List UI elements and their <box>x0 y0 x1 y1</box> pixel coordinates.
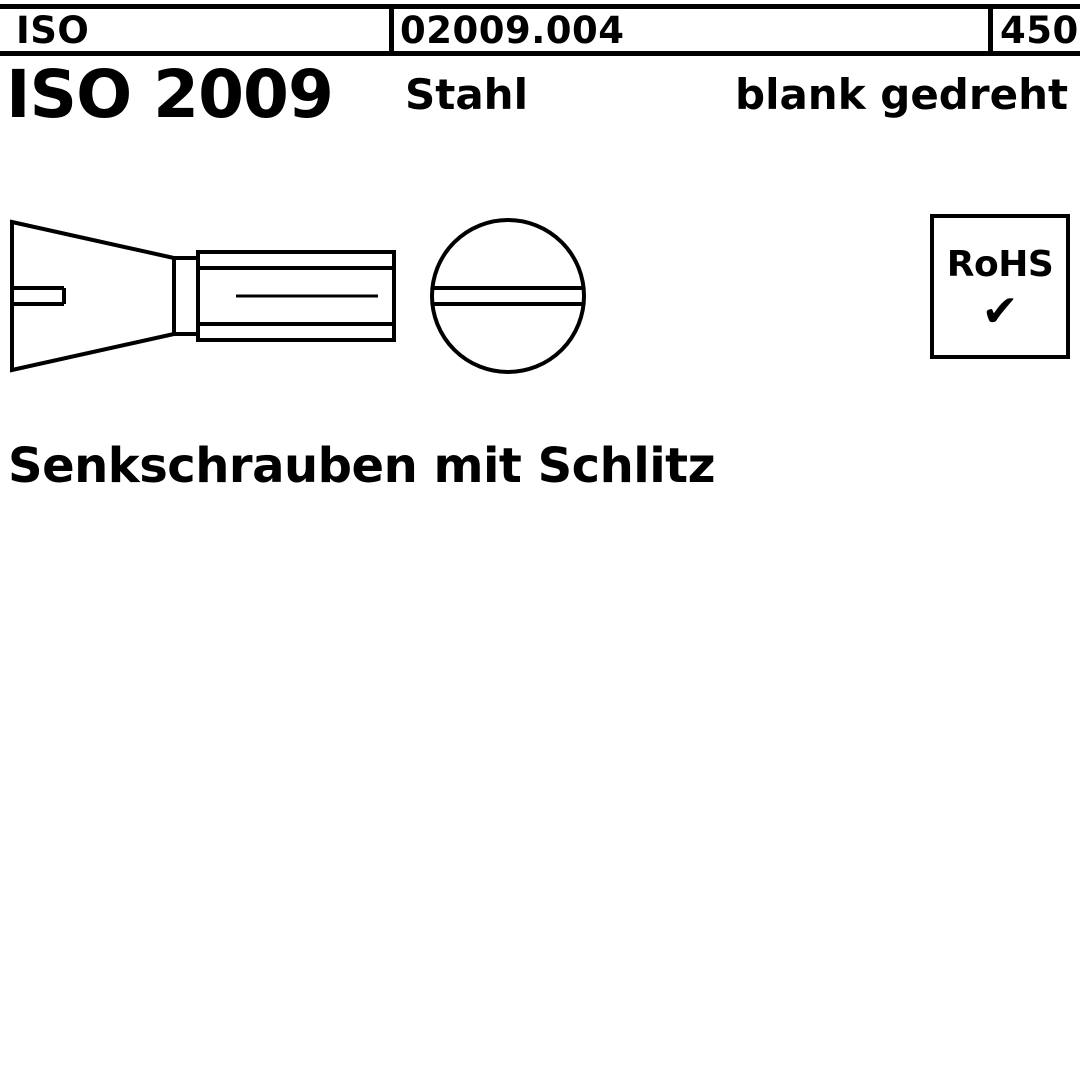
drawing-canvas <box>0 190 1080 400</box>
header-standard-prefix: ISO <box>16 8 90 52</box>
material-label: Stahl <box>405 70 528 119</box>
product-caption: Senkschrauben mit Schlitz <box>8 438 716 494</box>
header-divider-left <box>389 4 394 56</box>
header-quantity: 450 <box>1000 8 1079 52</box>
subheader-row <box>0 56 1080 133</box>
header-article-number: 02009.004 <box>400 8 625 52</box>
rohs-label: RoHS <box>946 244 1054 285</box>
countersunk-slotted-screw-side-view <box>12 222 394 370</box>
header-divider-right <box>988 4 993 56</box>
check-icon: ✔ <box>981 286 1019 337</box>
standard-title: ISO 2009 <box>6 56 333 133</box>
header-bar <box>0 4 1080 56</box>
screw-head-slot-top-view <box>432 220 584 372</box>
rohs-badge <box>930 214 1070 359</box>
technical-drawing <box>0 190 1080 400</box>
finish-label: blank gedreht <box>735 70 1069 119</box>
